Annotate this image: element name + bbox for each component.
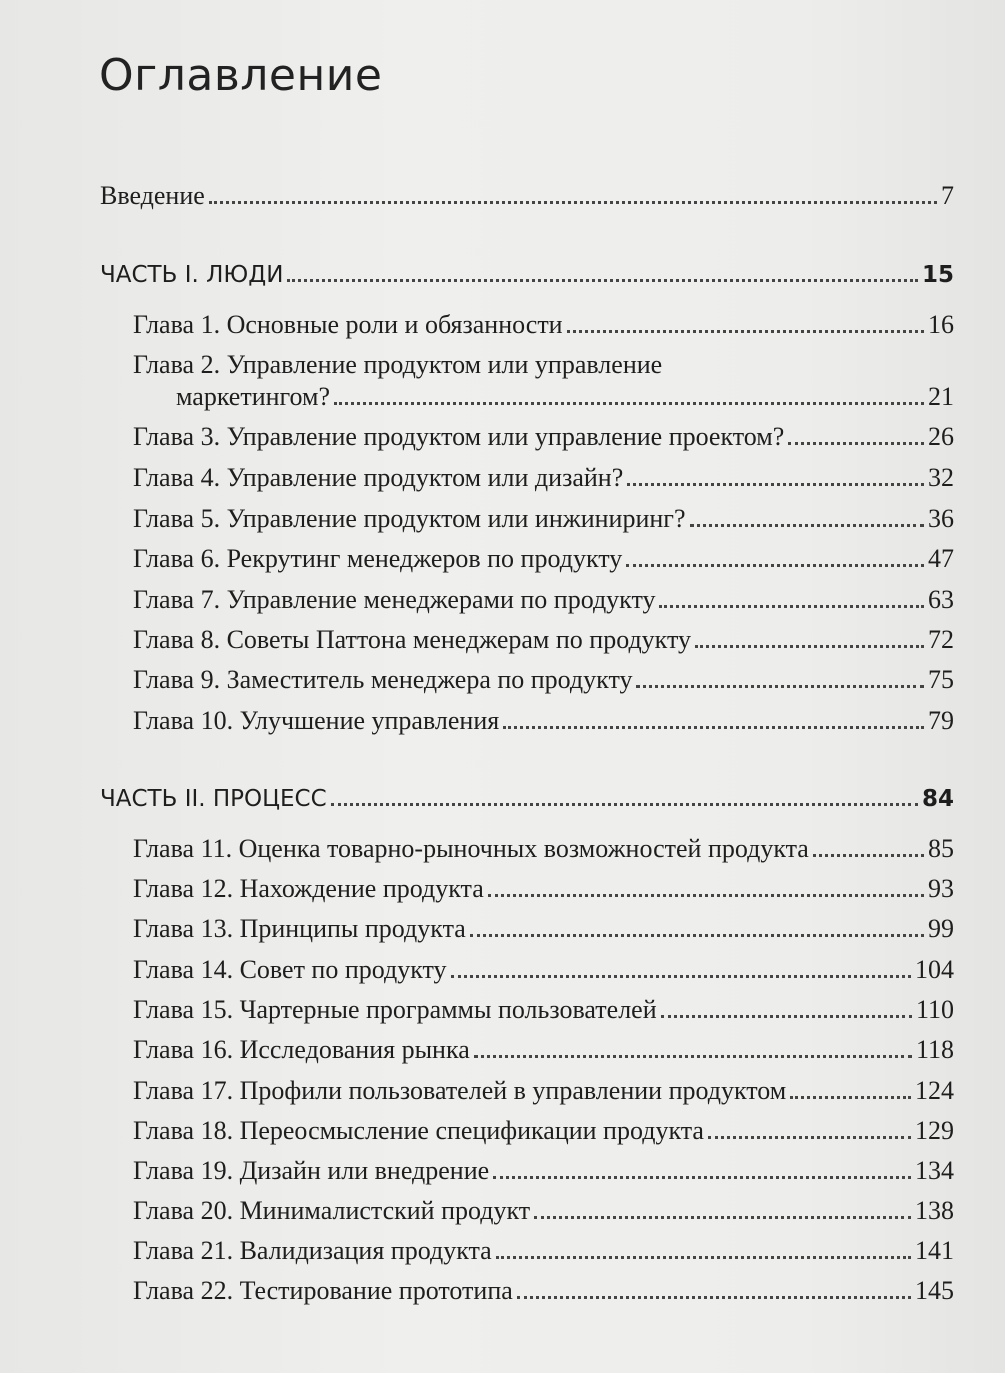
chapter-label: маркетингом?: [176, 382, 331, 411]
dot-leader: [451, 969, 911, 978]
chapter-label: Глава 8. Советы Паттона менеджерам по продукту: [133, 625, 691, 654]
page-number: 32: [928, 463, 954, 492]
toc-chapter-9[interactable]: [133, 664, 954, 696]
toc-chapter-2[interactable]: [176, 381, 954, 413]
page-number: 72: [928, 625, 954, 654]
dot-leader: [287, 273, 918, 282]
chapter-label: Глава 19. Дизайн или внедрение: [133, 1156, 490, 1185]
dot-leader: [496, 1250, 911, 1259]
chapter-label: Глава 9. Заместитель менеджера по продукту: [133, 665, 633, 694]
toc-chapter-1[interactable]: [133, 309, 954, 341]
chapter-label: Глава 4. Управление продуктом или дизайн?: [133, 463, 624, 492]
toc-entry-intro[interactable]: [100, 180, 954, 212]
dot-leader: [517, 1290, 911, 1299]
page-number: 99: [928, 914, 954, 943]
page-number: 75: [928, 665, 954, 694]
chapter-label: Глава 21. Валидизация продукта: [133, 1236, 492, 1265]
toc-chapter-15[interactable]: [133, 994, 954, 1026]
dot-leader: [331, 797, 918, 806]
chapter-label: Глава 14. Совет по продукту: [133, 955, 447, 984]
part-label: ЧАСТЬ II. ПРОЦЕСС: [100, 786, 327, 812]
dot-leader: [534, 1210, 911, 1219]
toc-chapter-14[interactable]: [133, 954, 954, 986]
dot-leader: [209, 195, 937, 204]
dot-leader: [470, 928, 924, 937]
dot-leader: [567, 324, 924, 333]
part-label: ЧАСТЬ I. ЛЮДИ: [100, 262, 284, 288]
page-number: 15: [921, 262, 954, 288]
chapter-label: Глава 11. Оценка товарно-рыночных возможностей продукта: [133, 834, 809, 863]
dot-leader: [474, 1049, 912, 1058]
dot-leader: [661, 1009, 912, 1018]
toc-chapter-4[interactable]: [133, 462, 954, 494]
page-number: 129: [915, 1116, 954, 1145]
dot-leader: [488, 888, 924, 897]
chapter-label: Глава 12. Нахождение продукта: [133, 874, 484, 903]
page-number: 110: [915, 995, 954, 1024]
chapter-label: Глава 16. Исследования рынка: [133, 1035, 470, 1064]
toc-chapter-6[interactable]: [133, 543, 954, 575]
dot-leader: [636, 679, 924, 688]
toc-chapter-16[interactable]: [133, 1034, 954, 1066]
chapter-label: Глава 3. Управление продуктом или управление проектом?: [133, 422, 785, 451]
dot-leader: [788, 436, 924, 445]
toc-chapter-20[interactable]: [133, 1195, 954, 1227]
page-number: 134: [915, 1156, 954, 1185]
chapter-label: Глава 7. Управление менеджерами по продукту: [133, 585, 656, 614]
page-number: 36: [928, 504, 954, 533]
dot-leader: [334, 396, 924, 405]
dot-leader: [813, 848, 924, 857]
page-number: 138: [915, 1196, 954, 1225]
dot-leader: [627, 477, 924, 486]
chapter-label: Глава 1. Основные роли и обязанности: [133, 310, 563, 339]
page-number: 47: [928, 544, 954, 573]
dot-leader: [493, 1170, 911, 1179]
toc-chapter-2-line1[interactable]: Глава 2. Управление продуктом или управление: [133, 350, 663, 379]
toc-chapter-12[interactable]: [133, 873, 954, 905]
toc-chapter-7[interactable]: [133, 584, 954, 616]
page-number: 79: [928, 706, 954, 735]
dot-leader: [695, 639, 924, 648]
toc-chapter-5[interactable]: [133, 503, 954, 535]
toc-chapter-19[interactable]: [133, 1155, 954, 1187]
page-number: 16: [928, 310, 954, 339]
page-number: 63: [928, 585, 954, 614]
page-number: 145: [915, 1276, 954, 1305]
page-number: 26: [928, 422, 954, 451]
chapter-label: Глава 18. Переосмысление спецификации продукта: [133, 1116, 704, 1145]
toc-chapter-10[interactable]: [133, 705, 954, 737]
toc-chapter-13[interactable]: [133, 913, 954, 945]
page-number: 84: [921, 786, 954, 812]
toc-chapter-18[interactable]: [133, 1115, 954, 1147]
dot-leader: [626, 558, 924, 567]
page-number: 141: [915, 1236, 954, 1265]
chapter-label: Глава 20. Минималистский продукт: [133, 1196, 531, 1225]
page-number: 104: [915, 955, 954, 984]
page-number: 85: [928, 834, 954, 863]
toc-chapter-11[interactable]: [133, 833, 954, 865]
dot-leader: [708, 1130, 911, 1139]
page-number: 124: [915, 1076, 954, 1105]
dot-leader: [690, 518, 925, 527]
page-number: 118: [915, 1035, 954, 1064]
toc-part-1[interactable]: [100, 259, 954, 291]
chapter-label: Глава 22. Тестирование прототипа: [133, 1276, 513, 1305]
toc-chapter-3[interactable]: [133, 421, 954, 453]
chapter-label: Глава 13. Принципы продукта: [133, 914, 466, 943]
page-number: 93: [928, 874, 954, 903]
page-number: 21: [928, 382, 954, 411]
toc-part-2[interactable]: [100, 783, 954, 815]
dot-leader: [503, 720, 924, 729]
toc-chapter-17[interactable]: [133, 1075, 954, 1107]
chapter-label: Глава 6. Рекрутинг менеджеров по продукту: [133, 544, 623, 573]
toc-chapter-8[interactable]: [133, 624, 954, 656]
dot-leader: [659, 599, 924, 608]
page-title: Оглавление: [99, 50, 383, 101]
toc-chapter-22[interactable]: [133, 1275, 954, 1307]
toc-chapter-21[interactable]: [133, 1235, 954, 1267]
chapter-label: Глава 5. Управление продуктом или инжиниринг?: [133, 504, 686, 533]
toc-entry-label: Введение: [100, 181, 205, 210]
dot-leader: [790, 1090, 911, 1099]
chapter-label: Глава 17. Профили пользователей в управлении продуктом: [133, 1076, 787, 1105]
chapter-label: Глава 10. Улучшение управления: [133, 706, 500, 735]
page-number: 7: [941, 181, 954, 210]
chapter-label: Глава 15. Чартерные программы пользователей: [133, 995, 657, 1024]
